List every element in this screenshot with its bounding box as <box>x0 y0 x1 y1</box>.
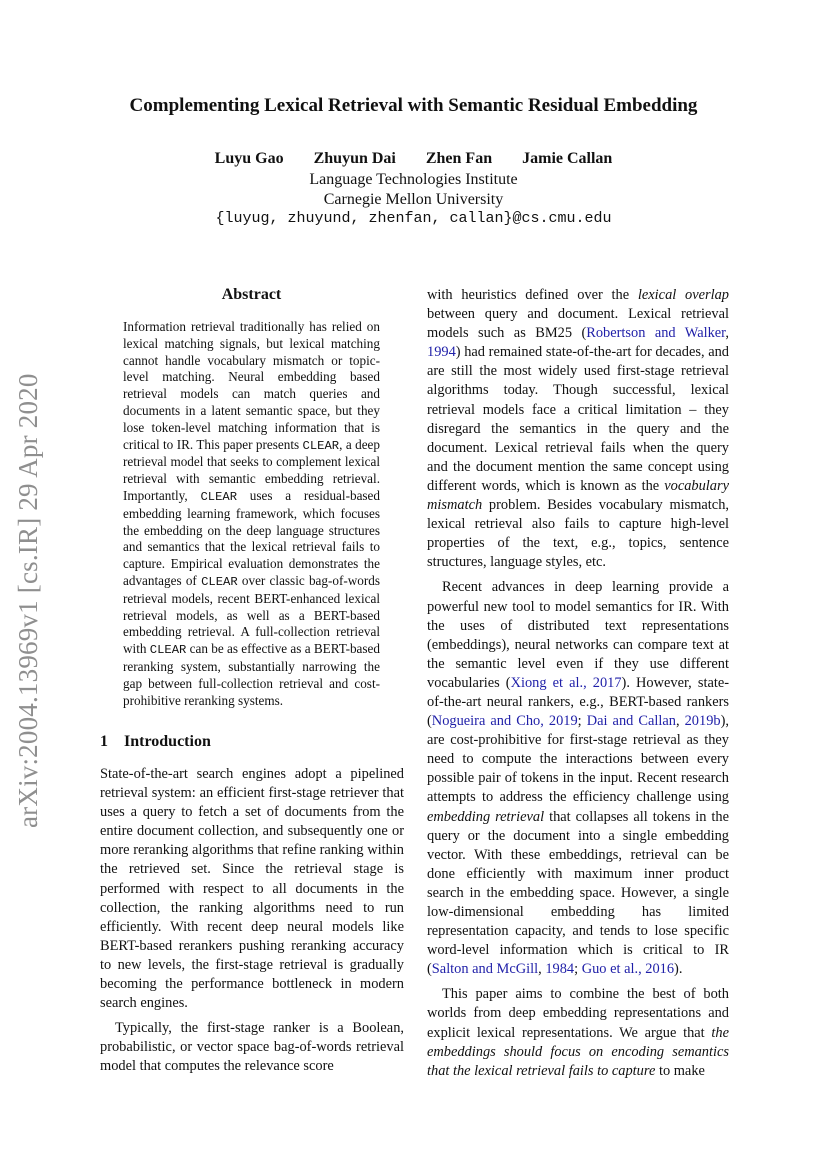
abstract-text: Information retrieval traditionally has relied on lexical matching signals, but lexical matching cannot handle vocabulary mismatch or topic-level matching. Neural embedding based retrieval models can match queries and documents in a latent semantic space, but they lose token-level matching information that is critical to IR. This paper presents <box>123 319 380 452</box>
university-name: Carnegie Mellon University <box>323 191 504 208</box>
citation-link[interactable]: 1994 <box>427 344 456 361</box>
citation-link[interactable]: 1984 <box>545 961 575 978</box>
citation-link[interactable]: Nogueira and Cho, 2019 <box>431 713 578 730</box>
citation-link[interactable]: 2019b <box>684 713 721 730</box>
citation-link[interactable]: Salton and McGill <box>431 961 539 978</box>
paragraph: This paper aims to combine the best of both worlds from deep embedding representations and explicit lexical representations. We argue that the embeddings should focus on encoding semantics that the lexical retrieval fails to capture to make <box>427 986 729 1079</box>
paragraph: with heuristics defined over the lexical overlap between query and document. Lexical retrieval models such as BM25 (Robertson and Walker, 1994) had remained state-of-the-art for decades, and are still the most widely used first-stage retrieval algorithms today. Though successful, lexical retrieval models face a critical limitation – they disregard the semantics in the query and the document. Lexical retrieval fails when the query and the document mention the same concept using different words, which is known as the vocabulary mismatch problem. Besides vocabulary mismatch, lexical retrieval also fails to capture high-level properties of the text, e.g., topics, sentence structures, language styles, etc. <box>427 287 730 571</box>
abstract-text: uses a residual-based embedding learning framework, which focuses the embedding on the deep language structures and semantics that the lexical retrieval fails to capture. Empirical evaluation demonstrates the advantages of <box>123 487 380 588</box>
citation-link[interactable]: Guo et al., 2016 <box>581 961 675 978</box>
model-name: CLEAR <box>201 574 238 589</box>
paragraph: Recent advances in deep learning provide a powerful new tool to model semantics for IR. With the uses of distributed text representations (embeddings), neural networks can compare text at the semantic level even if they use different vocabularies (Xiong et al., 2017). However, state-of-the-art neural rankers, e.g., BERT-based rankers (Nogueira and Cho, 2019; Dai and Callan, 2019b), are cost-prohibitive for first-stage retrieval as they need to compute the interactions between every possible pair of tokens in the input. Recent research attempts to address the efficiency challenge using embedding retrieval that collapses all tokens in the query or the document into a single embedding vector. With these embeddings, retrieval can be done efficiently with maximum inner product search in the embedding space. However, a single low-dimensional embedding has limited representation capacity, and tends to lose specific word-level information which is critical to IR (Salton and McGill, 1984; Guo et al., 2016). <box>427 579 730 978</box>
paragraph: Typically, the first-stage ranker is a Boolean, probabilistic, or vector space bag-of-words retrieval model that computes the relevance score <box>100 1020 404 1075</box>
affiliation <box>0 170 827 210</box>
author-emails: {luyug, zhuyund, zhenfan, callan}@cs.cmu.edu <box>215 210 612 227</box>
author-name: Zhuyun Dai <box>313 150 396 167</box>
left-column <box>100 765 404 1083</box>
section-heading <box>100 732 403 752</box>
abstract-text: can be as effective as a BERT-based reranking system, substantially narrowing the gap between full-collection retrieval and cost-prohibitive reranking systems. <box>123 641 380 708</box>
section-title: Introduction <box>124 733 211 750</box>
abstract-heading: Abstract <box>221 286 282 303</box>
citation-link[interactable]: Xiong et al., 2017 <box>510 674 622 691</box>
paragraph: State-of-the-art search engines adopt a pipelined retrieval system: an efficient first-stage retriever that uses a query to fetch a set of documents from the entire document collection, and subsequently one or more reranking algorithms that refine ranking within the retrieved set. Since the retrieval stage is performed with respect to all documents in the collection, the ranking algorithms need to run efficiently. With recent deep neural models like BERT-based rerankers pushing reranking accuracy to new levels, the first-stage retrieval is gradually becoming the performance bottleneck in modern search engines. <box>100 766 404 1012</box>
citation-link[interactable]: Robertson and Walker <box>586 325 726 342</box>
abstract-body <box>123 319 380 709</box>
abstract-text: , a deep retrieval model that seeks to complement lexical retrieval with semantic embedding retrieval. Importantly, <box>123 436 380 503</box>
right-column <box>427 286 729 1087</box>
institute-name: Language Technologies Institute <box>309 171 518 188</box>
paper-title: Complementing Lexical Retrieval with Semantic Residual Embedding <box>129 95 698 116</box>
author-name: Zhen Fan <box>425 150 493 167</box>
author-name: Jamie Callan <box>522 150 613 167</box>
author-list <box>0 149 827 169</box>
citation-link[interactable]: Dai and Callan <box>586 713 676 730</box>
model-name: CLEAR <box>149 643 187 658</box>
author-name: Luyu Gao <box>214 150 284 167</box>
abstract-text: over classic bag-of-words retrieval models, recent BERT-enhanced lexical retrieval models, as well as a BERT-based embedding retrieval. A full-collection retrieval with <box>123 572 380 657</box>
section-number: 1 <box>100 733 108 750</box>
model-name: CLEAR <box>302 438 340 453</box>
arxiv-stamp: arXiv:2004.13969v1 [cs.IR] 29 Apr 2020 <box>13 373 43 828</box>
model-name: CLEAR <box>200 489 238 504</box>
